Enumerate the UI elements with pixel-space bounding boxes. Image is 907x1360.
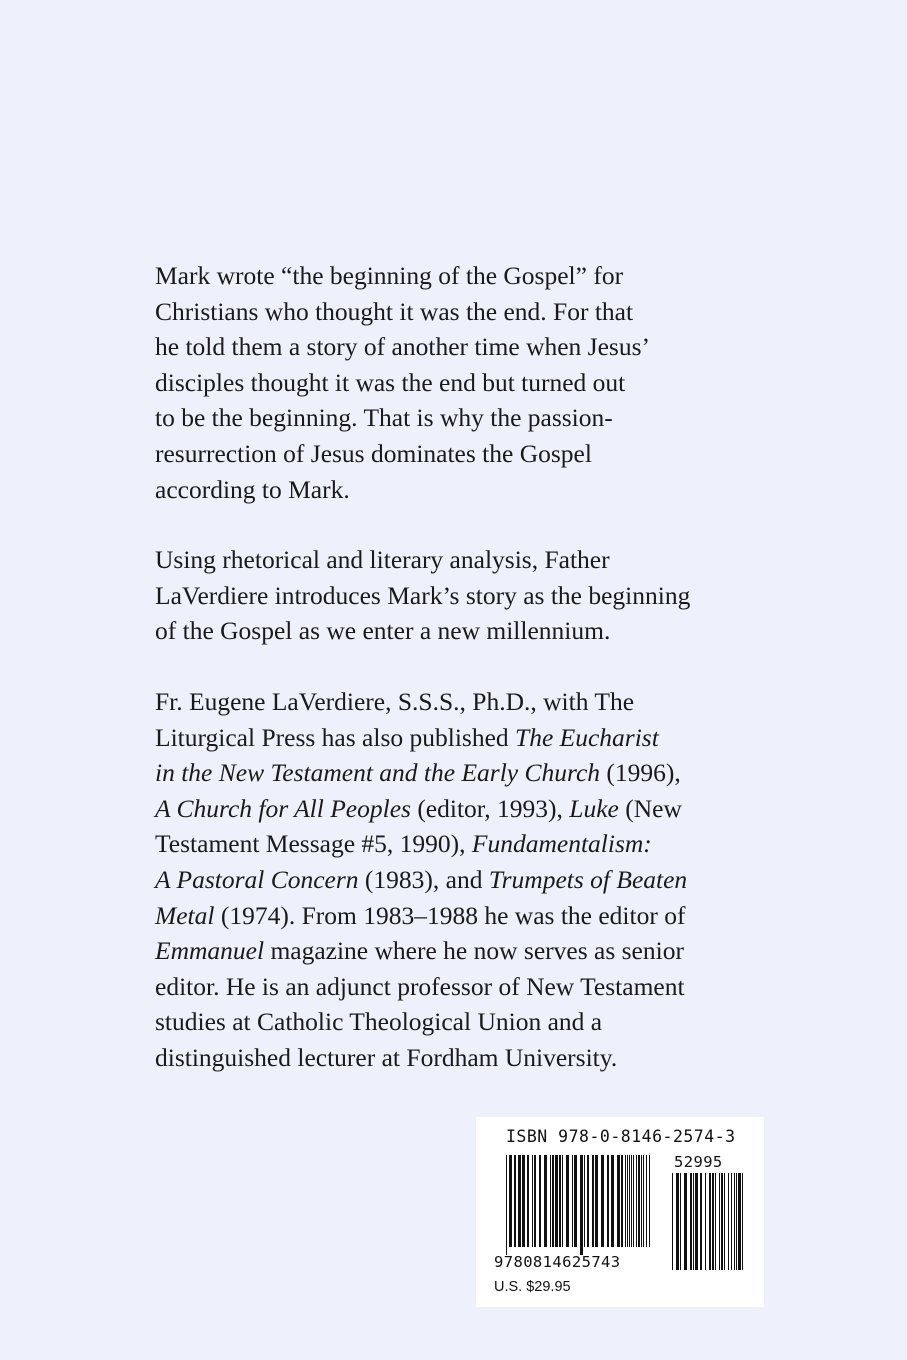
barcode-bar bbox=[700, 1173, 702, 1270]
author-bio bbox=[155, 684, 765, 1076]
barcode-bar bbox=[550, 1155, 551, 1247]
barcode-bar bbox=[705, 1173, 706, 1270]
barcode-bar bbox=[506, 1155, 507, 1255]
blurb-paragraph-1 bbox=[155, 258, 765, 507]
text-line bbox=[155, 898, 765, 934]
blurb-paragraph-2 bbox=[155, 542, 765, 649]
price-label: U.S. $29.95 bbox=[494, 1279, 571, 1295]
text-line: according to Mark. bbox=[155, 474, 350, 504]
text-line: distinguished lecturer at Fordham University. bbox=[155, 1042, 618, 1072]
barcode-bar bbox=[625, 1155, 626, 1247]
barcode-bar bbox=[709, 1173, 711, 1270]
barcode-bar bbox=[719, 1173, 720, 1270]
book-title: Trumpets of Beaten bbox=[488, 864, 688, 894]
barcode-bar bbox=[643, 1155, 644, 1247]
barcode-bar bbox=[544, 1155, 547, 1247]
text-segment: (editor, 1993), bbox=[410, 793, 570, 823]
barcode-bar bbox=[684, 1173, 687, 1270]
text-line: LaVerdiere introduces Mark’s story as the beginning bbox=[155, 580, 691, 610]
barcode-bar bbox=[592, 1155, 594, 1247]
barcode-bar bbox=[629, 1155, 630, 1247]
barcode-bar bbox=[631, 1155, 632, 1247]
barcode-bar bbox=[690, 1173, 692, 1270]
barcode-bar bbox=[607, 1155, 609, 1247]
barcode-bar bbox=[728, 1173, 729, 1270]
barcode-bar bbox=[680, 1173, 681, 1270]
book-title: in the New Testament and the Early Church bbox=[155, 758, 601, 788]
barcode-bar bbox=[693, 1173, 694, 1270]
barcode-bar bbox=[572, 1155, 573, 1247]
barcode-bar bbox=[724, 1173, 725, 1270]
barcode-bar bbox=[518, 1155, 521, 1247]
text-segment: magazine where he now serves as senior bbox=[264, 936, 684, 966]
barcode-bar bbox=[574, 1155, 577, 1247]
barcode-bar bbox=[522, 1155, 525, 1247]
barcode-bar bbox=[695, 1173, 698, 1270]
barcode-bar bbox=[649, 1155, 650, 1247]
barcode-bar bbox=[721, 1173, 723, 1270]
barcode-bar bbox=[552, 1155, 554, 1247]
ean-bars bbox=[506, 1155, 650, 1255]
barcode-bar bbox=[555, 1155, 558, 1247]
text-line: Using rhetorical and literary analysis, Father bbox=[155, 545, 610, 575]
text-line bbox=[155, 791, 765, 827]
text-line bbox=[155, 755, 765, 791]
text-segment: (1996), bbox=[600, 758, 681, 788]
book-title: Luke bbox=[569, 793, 619, 823]
text-segment: Liturgical Press has also published bbox=[155, 722, 516, 752]
barcode-bar bbox=[736, 1173, 737, 1270]
barcode-bar bbox=[621, 1155, 623, 1247]
text-line: Christians who thought it was the end. For that bbox=[155, 296, 634, 326]
text-line: he told them a story of another time when Jesus’ bbox=[155, 332, 651, 362]
book-title: Fundamentalism: bbox=[471, 829, 652, 859]
text-line: to be the beginning. That is why the passion- bbox=[155, 403, 613, 433]
barcode-bar bbox=[742, 1173, 743, 1270]
barcode-bar bbox=[587, 1155, 589, 1247]
barcode-bar bbox=[532, 1155, 533, 1247]
barcode-bar bbox=[527, 1155, 529, 1247]
barcode-bar bbox=[534, 1155, 536, 1247]
barcode-bar bbox=[514, 1155, 516, 1247]
barcode-bar bbox=[559, 1155, 561, 1247]
text-line bbox=[155, 933, 765, 969]
barcode-bar bbox=[595, 1155, 598, 1247]
magazine-title: Emmanuel bbox=[155, 936, 265, 966]
barcode-bar bbox=[633, 1155, 634, 1247]
barcode-bar bbox=[715, 1173, 716, 1270]
text-line: resurrection of Jesus dominates the Gospel bbox=[155, 438, 592, 468]
book-title: A Pastoral Concern bbox=[155, 864, 359, 894]
book-title: A Church for All Peoples bbox=[155, 793, 411, 823]
barcode-bar bbox=[539, 1155, 541, 1247]
barcode-bar bbox=[636, 1155, 637, 1247]
barcode-bar bbox=[646, 1155, 647, 1247]
barcode-bar bbox=[676, 1173, 679, 1270]
barcode-bar bbox=[672, 1173, 673, 1270]
text-segment: (1983), and bbox=[358, 864, 489, 894]
barcode-bar bbox=[638, 1155, 640, 1247]
barcode-bar bbox=[641, 1155, 642, 1247]
barcode-panel bbox=[476, 1117, 764, 1307]
barcode-bar bbox=[580, 1155, 583, 1255]
text-line: of the Gospel as we enter a new millennium. bbox=[155, 616, 611, 646]
text-segment: (New bbox=[618, 793, 682, 823]
text-segment: Testament Message #5, 1990), bbox=[155, 829, 472, 859]
back-cover-copy bbox=[155, 258, 765, 1110]
barcode-bar bbox=[627, 1155, 628, 1247]
barcode-bar bbox=[584, 1155, 585, 1247]
barcode-bar bbox=[601, 1155, 604, 1247]
text-line: editor. He is an adjunct professor of New Testament bbox=[155, 971, 685, 1001]
text-line: Mark wrote “the beginning of the Gospel” for bbox=[155, 261, 624, 290]
barcode-bar bbox=[562, 1155, 563, 1247]
book-title: The Eucharist bbox=[515, 722, 659, 752]
barcode-bar bbox=[738, 1173, 741, 1270]
barcode-bar bbox=[617, 1155, 620, 1247]
text-line bbox=[155, 826, 765, 862]
addon-digits: 52995 bbox=[674, 1153, 723, 1171]
text-segment: (1974). From 1983–1988 he was the editor of bbox=[214, 900, 686, 930]
text-line: Fr. Eugene LaVerdiere, S.S.S., Ph.D., with The bbox=[155, 686, 635, 716]
text-line: disciples thought it was the end but turned out bbox=[155, 367, 626, 397]
barcode-bar bbox=[734, 1173, 735, 1270]
barcode-bar bbox=[566, 1155, 569, 1247]
text-line bbox=[155, 862, 765, 898]
text-line: studies at Catholic Theological Union and a bbox=[155, 1007, 603, 1037]
barcode-bar bbox=[509, 1155, 512, 1247]
addon-bars bbox=[672, 1173, 743, 1270]
ean-digits: 9780814625743 bbox=[494, 1253, 621, 1271]
isbn-label: ISBN 978-0-8146-2574-3 bbox=[506, 1127, 736, 1146]
barcode-bar bbox=[611, 1155, 614, 1247]
barcode-bar bbox=[712, 1173, 714, 1270]
book-title: Metal bbox=[155, 900, 215, 930]
barcode-bar bbox=[731, 1173, 732, 1270]
text-line bbox=[155, 720, 765, 756]
